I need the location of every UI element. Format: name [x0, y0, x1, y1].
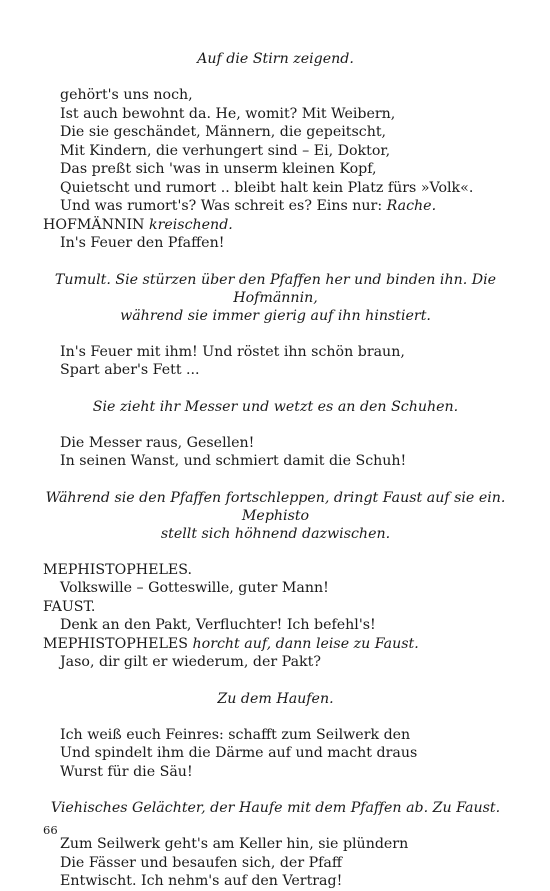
verse-line: In's Feuer mit ihm! Und röstet ihn schön braun, [60, 343, 405, 360]
stage-direction-line: Während sie den Pfaffen fortschleppen, dringt Faust auf sie ein. Mephisto [45, 489, 506, 524]
stage-direction-line: während sie immer gierig auf ihn hinstiert. [120, 307, 431, 324]
verse-emphasis: Rache. [386, 198, 437, 214]
verse-line: Ich weiß euch Feinres: schafft zum Seilwerk den [60, 726, 411, 743]
stage-direction: Sie zieht ihr Messer und wetzt es an den Schuhen. [92, 398, 459, 415]
verse-line: Denk an den Pakt, Verfluchter! Ich befehl's! [60, 617, 376, 633]
speaker-direction: horcht auf, dann leise zu Faust. [192, 635, 419, 652]
stage-direction: Viehisches Gelächter, der Haufe mit dem Pfaffen ab. Zu Faust. [50, 800, 501, 816]
verse-text: Und was rumort's? Was schreit es? Eins nur: [60, 198, 387, 214]
verse-line: Quietscht und rumort .. bleibt halt kein Platz fürs »Volk«. [60, 179, 474, 196]
verse-line: Volkswille – Gotteswille, guter Mann! [60, 580, 329, 596]
verse-line: Jaso, dir gilt er wiederum, der Pakt? [60, 654, 321, 670]
stage-direction-line: stellt sich höhnend dazwischen. [160, 525, 391, 542]
verse-line: In seinen Wanst, und schmiert damit die Schuh! [60, 453, 407, 469]
stage-direction: Zu dem Haufen. [217, 690, 334, 707]
speaker-heading [43, 635, 508, 654]
verse-line: Mit Kindern, die verhungert sind – Ei, Doktor, [60, 142, 391, 159]
verse-line: Wurst für die Säu! [60, 763, 193, 780]
verse-block [43, 726, 508, 782]
verse-line: Entwischt. Ich nehm's auf den Vertrag! [60, 873, 343, 889]
stage-direction [43, 271, 508, 325]
stage-direction-line: Tumult. Sie stürzen über den Pfaffen her und binden ihn. Die Hofmännin, [54, 271, 497, 306]
verse-block [43, 86, 508, 216]
verse-line: Und spindelt ihm die Därme auf und macht draus [60, 745, 418, 761]
verse-line: gehört's uns noch, [60, 87, 193, 103]
verse-line: Die Messer raus, Gesellen! [60, 434, 255, 451]
speaker-name: MEPHISTOPHELES [43, 635, 188, 652]
speaker-name: MEPHISTOPHELES. [43, 561, 192, 578]
speaker-heading [43, 216, 508, 235]
verse-line [43, 197, 508, 216]
speaker-name: HOFMÄNNIN [43, 216, 145, 233]
verse-line: Die sie geschändet, Männern, die gepeitscht, [60, 124, 387, 140]
speaker-direction: kreischend. [148, 216, 233, 233]
stage-direction: Auf die Stirn zeigend. [197, 51, 354, 67]
verse-line: Die Fässer und besaufen sich, der Pfaff [60, 854, 342, 871]
verse-line: In's Feuer den Pfaffen! [60, 235, 225, 251]
stage-direction [43, 489, 508, 543]
page-number: 66 [43, 823, 58, 837]
verse-line: Das preßt sich 'was in unserm kleinen Kopf, [60, 161, 377, 177]
verse-block [43, 434, 508, 471]
verse-line: Ist auch bewohnt da. He, womit? Mit Weibern, [60, 105, 396, 122]
verse-block [43, 835, 508, 891]
verse-line: Zum Seilwerk geht's am Keller hin, sie plündern [60, 836, 409, 852]
page-body [43, 50, 508, 891]
verse-line: Spart aber's Fett ... [60, 362, 200, 378]
speaker-name: FAUST. [43, 598, 96, 615]
verse-block [43, 343, 508, 380]
